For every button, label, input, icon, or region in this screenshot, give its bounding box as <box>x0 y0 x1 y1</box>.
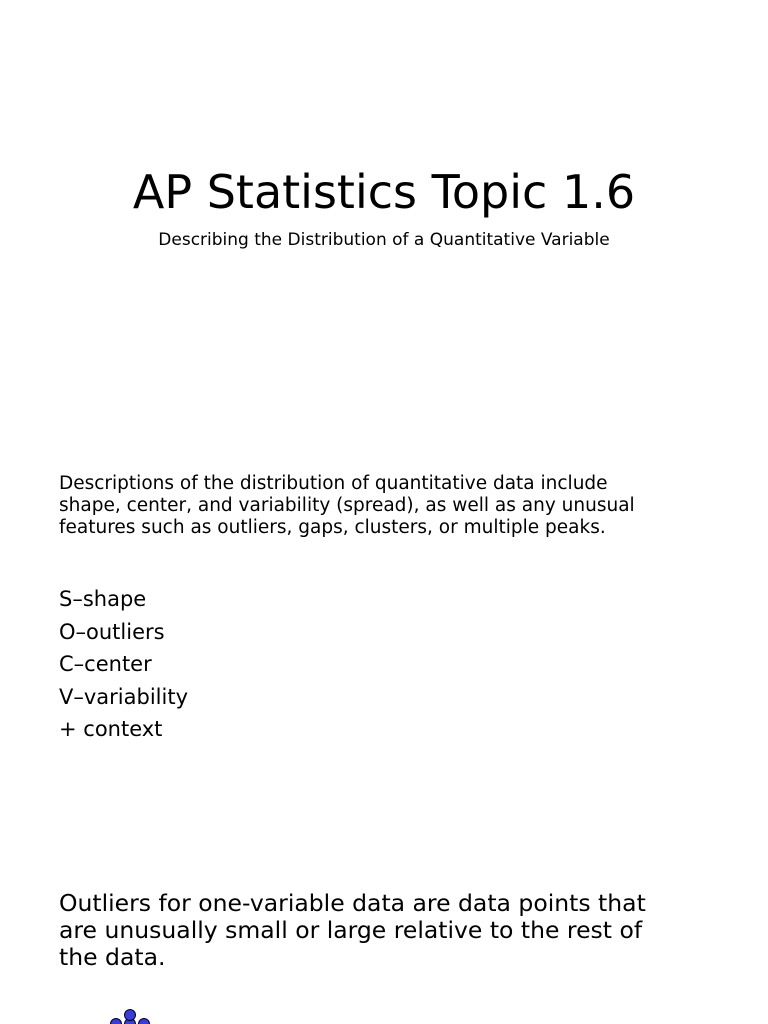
mnemonic-item-variability: V–variability <box>59 684 188 709</box>
outliers-line: are unusually small or large relative to the rest of <box>59 916 643 944</box>
intro-line: Descriptions of the distribution of quantitative data include <box>59 473 608 494</box>
mnemonic-item-context: + context <box>59 717 163 741</box>
page-title: AP Statistics Topic 1.6 <box>132 165 636 219</box>
mnemonic-item-shape: S–shape <box>59 587 147 611</box>
dot-mark <box>125 1010 136 1021</box>
dot-mark <box>111 1019 122 1024</box>
mnemonic-item-center: C–center <box>59 652 152 676</box>
outliers-paragraph <box>59 890 739 971</box>
outliers-line: Outliers for one-variable data are data points that <box>59 889 646 917</box>
intro-line: features such as outliers, gaps, clusters, or multiple peaks. <box>59 517 606 538</box>
socv-mnemonic-list <box>59 585 188 748</box>
outliers-line: the data. <box>59 943 166 971</box>
intro-line: shape, center, and variability (spread), as well as any unusual <box>59 495 635 516</box>
dot-plot-icon <box>100 1000 170 1024</box>
dot-mark <box>139 1019 150 1024</box>
intro-paragraph <box>59 473 739 539</box>
page-subtitle: Describing the Distribution of a Quantitative Variable <box>158 230 610 250</box>
mnemonic-item-outliers: O–outliers <box>59 619 165 644</box>
